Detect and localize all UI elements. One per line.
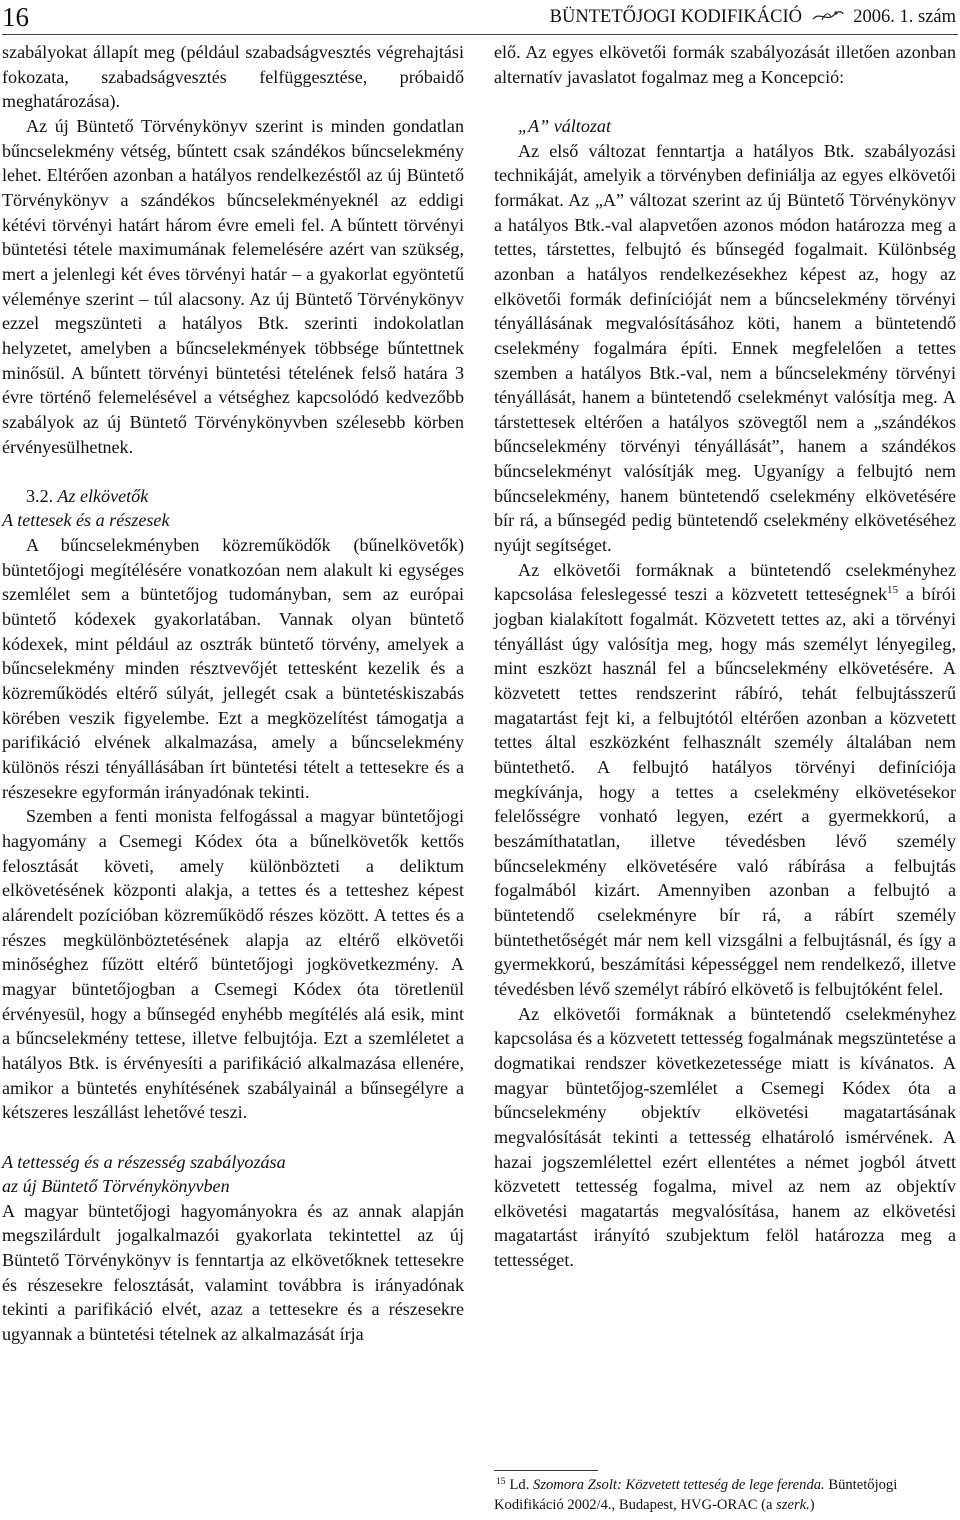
paragraph: Az elkövetői formáknak a büntetendő cselekményhez kapcsolása és a közvetett tettesség fogalmának megszüntetése a dogmatikai rendszer következetessége miatt is kívánatos. A magyar büntetőjog-szemlélet a Csemegi Kódex óta a bűncselekmény objektív elkövetési magatartásának megvalósítását tekinti a tettesség elhatároló ismérvének. A hazai jogszemlélettel ezért ellentétes a német jogból átvett közvetett tettesség fogalma, mivel az nem az objektív elkövetési magatartás megvalósítása, hanem az elkövetési magatartást irányító szubjektum felöl határozza meg a tettességet. [494,1003,956,1271]
footnote-reference[interactable]: 15 [887,584,899,597]
spacer [494,89,956,114]
paragraph: Az első változat fenntartja a hatályos Btk. szabályozási technikáját, amelyik a törvényben definiálja az egyes elkövetői formákat. Az „A” változat szerint az új Büntető Törvénykönyv a hatályos Btk.-val alapvetően azonos módon határozza meg a tettes, társtettes, felbujtó és bűnsegéd fogalmait. Különbség azonban a hatályos rendelkezésekhez képest az, hogy az elkövetői formák definícióját nem a bűncselekmény törvényi tényállásának megvalósításához köti, hanem a büntetendő cselekmény fogalmára építi. Ennek megfelelően a tettes szemben a hatályos Btk.-val, nem a bűncselekmény törvényi tényállását, hanem a büntetendő cselekményt valósítja meg. A társtettesek eltérően a hatályos szövegtől nem a „szándékos bűncselekmény törvényi tényállását”, hanem a szándékos bűncselekményt valósítják meg. Ugyanígy a felbujtó nem bűncselekmény, hanem büntetendő cselekmény elkövetésére bír rá, a bűnsegéd pedig büntetendő cselekmény elkövetéséhez nyújt segítséget. [494,140,956,556]
paragraph: elő. Az egyes elkövetői formák szabályozását illetően azonban alternatív javaslatot fogalmaz meg a Koncepció: [494,42,956,87]
subheading: A tettesség és a részesség szabályozása [2,1151,286,1172]
footnote-citation: Szomora Zsolt: Közvetett tetteség de lege ferenda. [533,1477,825,1493]
paragraph: szabályokat állapít meg (például szabadságvesztés végrehajtási fokozata, szabadságvesztés felfüggesztése, próbaidő meghatározása). [2,42,464,112]
section-title: Az elkövetők [57,485,149,506]
footnotes [494,1470,956,1515]
issue-label: 2006. 1. szám [853,7,956,27]
footnote-rule [494,1470,598,1471]
paragraph-text: Az elkövetői formáknak a büntetendő cselekményhez kapcsolása feleslegessé teszi a közvetett tetteségnek [494,559,956,605]
footnote-text: szerk. [776,1497,810,1513]
footnote-text: Ld. [509,1477,534,1493]
page-header [0,0,960,34]
paragraph: A bűncselekményben közreműködők (bűnelkövetők) büntetőjogi megítélésére vonatkozóan nem alakult ki egységes szemlélet sem a büntetőjog tudományban, sem az európai büntető kódexek gyakorlatában. Vannak olyan büntető kódexek, mint például az osztrák büntető törvény, amelyek a bűncselekmény minden résztvevőjét tettesként kezelik és a közreműködés eltérő súlyát, jellegét csak a büntetéskiszabás körében veszik figyelembe. Ezt a megközelítést támogatja a parifikáció elvének alkalmazása, amely a bűncselekmény különös részi tényállásában írt büntetési tételt a tettesekre és a részesekre egyformán irányadónak tekinti. [2,535,464,802]
footnote-text: Büntetőjogi Kodifikáció 2002/4., Budapest, HVG-ORAC (a [494,1477,898,1513]
paragraph: A magyar büntetőjogi hagyományokra és az annak alapján megszilárdult jogalkalmazói gyakorlata tekintettel az új Büntető Törvénykönyv is fenntartja az elkövetőknek tettesekre és részesekre felosztását, valamint továbbra is irányadónak tekinti a parifikáció elvét, azaz a tettesekre és a részesekre ugyannak a büntetési tételnek az alkalmazását írja [2,1200,464,1345]
left-column [2,40,464,1347]
journal-title: BÜNTETŐJOGI KODIFIKÁCIÓ [549,7,802,27]
right-column [494,40,956,1273]
footnote-number: 15 [496,1477,506,1487]
footnote [494,1475,956,1515]
subheading: A tettesek és a részesek [2,510,170,531]
flourish-ornament-icon [811,8,845,30]
spacer [2,459,464,484]
page-number: 16 [2,2,29,32]
section-heading [2,484,464,509]
header-rule [2,34,958,35]
subheading: az új Büntető Törvénykönyvben [2,1176,230,1197]
running-head [550,6,956,30]
variant-heading: „A” változat [518,115,611,136]
spacer [2,1125,464,1150]
paragraph: Az új Büntető Törvénykönyv szerint is minden gondatlan bűncselekmény vétség, bűntett csak szándékos bűncselekmény lehet. Eltérően azonban a hatályos rendelkezéstől az új Büntető Törvénykönyv a szándékos bűncselekményeknél az eddigi kétévi törvényi határt három évre emeli fel. A bűntett törvényi büntetési tétele maximumának felemelésére azért van szükség, mert a jelenlegi két éves törvényi határ – a gyakorlat egyöntetű véleménye szerint – túl alacsony. Az új Büntető Törvénykönyv ezzel megszünteti a hatályos Btk. szerinti indokolatlan helyzetet, amelyben a bűncselekmények többsége bűntettnek minősül. A bűntett törvényi büntetési tételének felső határa 3 évre történő felemelésével a vétséghez kapcsolódó kedvezőbb szabályok az új Büntető Törvénykönyvben szélesebb körben érvényesülhetnek. [2,115,464,457]
footnote-text: ) [809,1497,815,1513]
paragraph [494,558,956,1002]
paragraph: Szemben a fenti monista felfogással a magyar büntetőjogi hagyomány a Csemegi Kódex óta a bűnelkövetők kettős felosztását követi, amely különbözteti a deliktum elkövetésének központi alakja, a tettes és a tetteshez képest alárendelt pozícióban közreműködő részes között. A tettes és a részes megkülönböztetésének alapja az eltérő elkövetői minőséghez fűzött eltérő büntetőjogi jogkövetkezmény. A magyar büntetőjogban a Csemegi Kódex óta töretlenül érvényesül, hogy a bűnsegéd enyhébb megítélés alá esik, mint a bűncselekmény tettese, illetve felbujtója. Ezt a szemléletet a hatályos Btk. is érvényesíti a parifikáció alkalmazása ellenére, amikor a büntetés enyhítésének szabályainál a bűnsegélyre a kétszeres leszállást lehetővé teszi. [2,806,464,1123]
section-number: 3.2. [26,485,54,506]
paragraph-text: a bírói jogban kialakított fogalmát. Közvetett tettes az, aki a törvényi tényállást úgy valósítja meg, hogy más személyt lényegileg, mint eszközt használ fel a bűncselekmény elkövetésére. A közvetett tettes rendszerint rábíró, tehát felbujtásszerű magatartást fejt ki, a felbujtótól eltérően azonban a közvetett tettes által eszközként felhasznált személy általában nem büntethető. A felbujtó hatályos törvényi definíciója megkívánja, hogy a tettes a cselekmény elkövetésekor felelősségre vonható legyen, ezért a gyermekkorú, a beszámíthatatlan, illetve tévedésben lévő személy bűncselekmény elkövetésére való rábírása a felbujtás fogalmából kizárt. Amennyiben azonban a felbujtó a büntetendő cselekményre bír rá, a rábírt személy büntethetőségét már nem kell vizsgálni a felbujtásnál, és így a gyermekkorú, beszámítási képességgel nem rendelkező, illetve tévedésben lévő személyt rábíró elkövető is felbujtóként felel. [494,584,956,999]
